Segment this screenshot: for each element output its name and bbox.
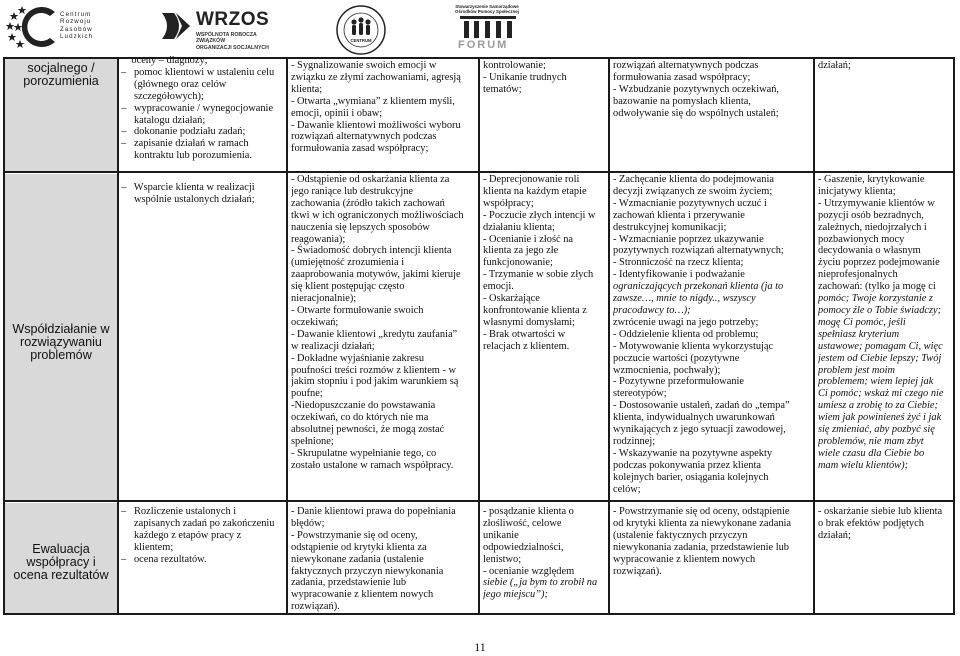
cell-line: współpracy; (483, 197, 534, 209)
cell-line: - Ocenianie i złość na (483, 233, 574, 245)
stage-label (7, 62, 115, 88)
cell-line: - Wzbudzanie pozytywnych oczekiwań, (613, 83, 779, 95)
table-border (953, 57, 955, 615)
cell-line: oczekiwań; (291, 316, 339, 328)
cell-line: – dokonanie podziału zadań; (121, 126, 246, 138)
desc-cell (291, 174, 478, 472)
desc-cell (483, 174, 608, 353)
cell-line: zapisanych zadań po zakończeniu (121, 517, 275, 529)
cell-line: zostało ustalone w ramach współpracy. (291, 459, 454, 471)
header-logos (0, 0, 960, 58)
cell-line: klienta; (291, 83, 323, 95)
cell-line: - Brak otwartości w (483, 328, 566, 340)
cell-line: podczas pokonywania przez klienta (613, 459, 762, 471)
cell-line: - Unikanie trudnych (483, 71, 567, 83)
cell-line: klienta za jego złe (483, 245, 559, 257)
cell-line: - Wskazywanie na pozytywne aspekty (613, 447, 773, 459)
cell-line: rozwiązań alternatywnych podczas (613, 60, 759, 71)
cell-line: katalogu działań; (121, 114, 206, 126)
cell-line: każdego z etapów pracy z (121, 529, 242, 541)
cell-line: własnymi domysłami; (483, 316, 576, 328)
cell-line: klientem; (121, 541, 174, 553)
cell-line: - Motywowanie klienta wykorzystując (613, 340, 774, 352)
cell-line: formułowania zasad współpracy; (613, 71, 751, 83)
cell-line: bazowanie na pomysłach klienta, (613, 95, 751, 107)
cell-line: - Oddzielenie klienta od problemu; (613, 328, 759, 340)
cell-line: - Otwarte formułowanie swoich (291, 304, 424, 316)
cell-line: zwrócenie uwagi na jego potrzeby; (613, 316, 759, 328)
cell-line: działań; (818, 529, 851, 541)
stage-label (7, 323, 115, 362)
stage-line: współpracy i (26, 555, 96, 569)
cell-line: decyzji związanych ze swoim życiem; (613, 185, 773, 197)
cell-line: stereotypów; (613, 388, 667, 400)
cell-line: klienta na każdym etapie (483, 185, 587, 197)
cell-line: - Dostosowanie ustaleń, zadań do „tempa” (613, 400, 790, 412)
cell-line: pozycji osób bezradnych, (818, 209, 924, 221)
cell-line: błędów; (291, 517, 325, 529)
stage-line: ocena rezultatów (13, 568, 109, 582)
cell-line: destrukcyjnej komunikacji; (613, 221, 727, 233)
cell-line: pozbawionych mocy (818, 233, 905, 245)
cell-line: zadania, przedstawienie lub (291, 577, 407, 589)
stage-line: rozwiązywaniu (20, 335, 102, 349)
cell-line: – zapisanie działań w ramach (121, 138, 249, 150)
cell-line: spełniasz kryterium (818, 328, 900, 340)
cell-line: funkcjonowanie; (483, 257, 553, 269)
stage-line: problemów (30, 348, 92, 362)
cell-line: - Wzmacnianie pozytywnych uczuć i (613, 197, 767, 209)
cell-line: się zmieniać, aby pozbyć się (818, 424, 935, 436)
cell-line: zależnych, niedojrzałych i (818, 221, 927, 233)
cell-line: klienta, indywidualnych uwarunkowań (613, 412, 775, 424)
cell-line: (ustalenie faktycznych przyczyn (613, 529, 748, 541)
cell-line: wzmocnienia, pochwały); (613, 364, 721, 376)
cell-line: emocji, opinii i obaw; (291, 107, 383, 119)
cell-line: kolejnych barier, osiągania kolejnych (613, 471, 769, 483)
cell-line: - Świadomość dobrych intencji klienta (291, 245, 452, 257)
cell-line: zachowań: (tylko ja mogę ci (818, 281, 936, 293)
desc-cell (483, 60, 608, 96)
cell-line: unikanie (483, 529, 519, 541)
cell-line: poufne; (291, 388, 323, 400)
wrzos-mark-icon (160, 10, 194, 42)
cell-line: - Trzymanie w sobie złych (483, 269, 594, 281)
column-divider (478, 57, 480, 615)
czrl-word: Centrum (60, 11, 92, 18)
cell-line: nieprofesjonalnych (818, 269, 898, 281)
cell-line: rozwiązań). (291, 601, 340, 613)
column-divider (608, 57, 610, 615)
centrum-label: CENTRUM (350, 38, 372, 43)
cell-line: -Niedopuszczanie do powstawania (291, 400, 436, 412)
cell-line: - posądzanie klienta o (483, 506, 574, 517)
cell-line: niewykonane zadania (ustalenie (291, 553, 424, 565)
czrl-word: Rozwoju (60, 18, 92, 26)
cell-line: problemem; wiem lepiej jak (818, 376, 934, 388)
column-divider (3, 57, 5, 615)
cell-line: oczekiwań, co do których nie ma (291, 412, 429, 424)
cell-line: - Poczucie złych intencji w (483, 209, 596, 221)
cell-line: - Dokładne wyjaśnianie zakresu (291, 352, 425, 364)
cell-line: rodzinnej; (613, 435, 656, 447)
desc-cell (291, 60, 478, 155)
cell-line: pomóc; Twoje korzystanie z (818, 293, 933, 305)
cell-line: – wypracowanie / wynegocjowanie (121, 102, 274, 114)
cell-line: - Deprecjonowanie roli (483, 174, 580, 185)
cell-line: - Stronniczość na rzecz klienta; (613, 257, 744, 269)
cell-line: siebie („ja bym to zrobił na (483, 577, 598, 589)
desc-cell (613, 174, 813, 495)
forum-word: FORUM (458, 39, 509, 51)
czrl-word: Ludzkich (60, 33, 94, 41)
cell-line: emocji. (483, 281, 514, 293)
desc-cell (613, 506, 813, 577)
cell-line: związku ze złymi zachowaniami, agresją (291, 71, 461, 83)
cell-line: wiele czasu dla Ciebie bo (818, 447, 925, 459)
cell-line: w realizacji działań; (291, 340, 375, 352)
cell-line: kontraktu lub porozumienia. (121, 150, 253, 162)
cell-line: poczucie wartości (pozytywne (613, 352, 740, 364)
desc-cell (121, 506, 286, 566)
cell-line: (umiejętność zrozumienia i (291, 257, 405, 269)
cell-line: - Oskarżające (483, 293, 540, 305)
cell-line: zachowań klienta i przerywanie (613, 209, 745, 221)
cell-line: tematów; (483, 83, 522, 95)
strategies-table (3, 57, 955, 615)
cell-line: szczegółowych); (121, 90, 204, 102)
cell-line: złośliwość, celowe (483, 517, 562, 529)
cell-line: mam wielu klientów); (818, 459, 909, 471)
cell-line: rozwiązań alternatywnych podczas (291, 131, 437, 143)
cell-line: relacjach z klientem. (483, 340, 570, 352)
cell-line: – ocena rezultatów. (121, 553, 207, 565)
cell-line: nauczenia się lepszych sposobów (291, 221, 430, 233)
cell-line: od krytyki klienta za niewykonane zadania (613, 517, 792, 529)
cell-line: - Danie klientowi prawa do popełniania (291, 506, 456, 517)
cell-line: wiem jak powinieneś żyć i jak (818, 412, 942, 424)
desc-cell (291, 506, 478, 613)
cell-line: - Powstrzymanie się od oceny, odstąpienie (613, 506, 790, 517)
cell-line: jakim stopniu i pod jakim warunkiem są (291, 376, 459, 388)
desc-cell (818, 174, 952, 472)
centrum-logo (335, 4, 387, 56)
cell-line: kontrolowanie; (483, 60, 546, 71)
column-divider (813, 57, 815, 615)
cell-line: - Utrzymywanie klientów w (818, 197, 935, 209)
centrum-seal-icon (335, 4, 387, 56)
cell-line: (głównego oraz celów (121, 78, 227, 90)
cell-line: – Wsparcie klienta w realizacji (121, 182, 255, 193)
cell-line: odpowiedzialności, (483, 541, 564, 553)
desc-cell (818, 60, 952, 72)
cell-line: reagowania); (291, 233, 346, 245)
stage-line: porozumienia (23, 74, 99, 88)
forum-logo (452, 4, 522, 56)
cell-line: ustawowe; pomagam Ci, więc (818, 340, 943, 352)
cell-line: konfrontowanie klienta z (483, 304, 587, 316)
cell-line: problemów, nie mam zbyt (818, 435, 924, 447)
cell-line: wypracowanie z klientem nowych (613, 553, 756, 565)
cell-line: życiu poprzez podejmowanie (818, 257, 940, 269)
czrl-stars-c-icon (6, 4, 60, 50)
cell-line: - Pozytywne przeformułowanie (613, 376, 744, 388)
cell-line: lenistwo; (483, 553, 522, 565)
cell-line: - Gaszenie, krytykowanie (818, 174, 925, 185)
cell-line: formułowania zasad współpracy; (291, 143, 429, 155)
stage-line: Ewaluacja (32, 543, 90, 556)
cell-line: - Dawanie klientowi „kredytu zaufania” (291, 328, 458, 340)
cell-line: jego miejscu”); (483, 589, 548, 601)
czrl-logo (6, 4, 116, 50)
forum-caption: Stowarzyszenie Samorządowe (455, 4, 519, 9)
cell-line: – Rozliczenie ustalonych i (121, 506, 237, 517)
desc-cell (613, 60, 813, 120)
cell-line: - Skrupulatne wypełnianie tego, co (291, 447, 437, 459)
desc-cell (483, 506, 608, 601)
cell-line: - Wzmacnianie poprzez ukazywanie (613, 233, 764, 245)
cell-line: oceny – diagnozy; (121, 55, 208, 66)
cell-line: - Odstąpienie od oskarżania klienta za (291, 174, 450, 185)
cell-line: zaaprobowania motywów, jakimi kieruje (291, 269, 461, 281)
cell-line: zawsze…, mnie to nigdy.., wszyscy (613, 293, 756, 305)
stage-label (7, 543, 115, 582)
cell-line: pomocy źle o Tobie świadczy; (818, 304, 942, 316)
cell-line: odwoływanie się do wspólnych ustaleń; (613, 107, 779, 119)
wrzos-title: WRZOS (196, 9, 270, 30)
czrl-word: Zasobów (60, 25, 93, 33)
cell-line: zachowania (źródło takich zachowań (291, 197, 445, 209)
cell-line: Ci pomóc; wskaż mi czego nie (818, 388, 944, 400)
cell-line: - Sygnalizowanie swoich emocji w (291, 60, 437, 71)
cell-line: pracodawcy to…); (613, 304, 691, 316)
cell-line: - Otwarta „wymiana” z klientem myśli, (291, 95, 455, 107)
cell-line: tkwi w ich ograniczonych możliwościach (291, 209, 464, 221)
column-divider (117, 57, 119, 615)
cell-line: niewykonania zadania, przedstawienie lub (613, 541, 789, 553)
cell-line: - ocenianie względem (483, 565, 575, 577)
cell-line: - Powstrzymanie się od oceny, (291, 529, 418, 541)
cell-line: – pomoc klientowi w ustaleniu celu (121, 66, 275, 78)
cell-line: mogę Ci pomóc, jeśli (818, 316, 906, 328)
cell-line: działaniu klienta; (483, 221, 555, 233)
cell-line: absolutnej pewności, że mogą zostać (291, 424, 445, 436)
cell-line: się klient postępując często (291, 281, 405, 293)
cell-line: wypracowanie z klientem nowych (291, 589, 434, 601)
cell-line: wspólnie ustalonych działań; (121, 193, 255, 205)
cell-line: o brak efektów podjętych (818, 517, 924, 529)
page-number: 11 (474, 640, 486, 654)
cell-line: - Dawanie klientowi możliwości wyboru (291, 119, 461, 131)
cell-line: pozytywnych rozwiązań alternatywnych; (613, 245, 784, 257)
forum-columns-icon (460, 16, 516, 40)
forum-caption: Ośrodków Pomocy Społecznej (455, 9, 519, 15)
cell-line: problem jest moim (818, 364, 895, 376)
cell-line: jestem od Ciebie lepszy; Twój (818, 352, 942, 364)
cell-line: celów; (613, 483, 641, 495)
cell-line: nieracjonalnie); (291, 293, 357, 305)
wrzos-logo (160, 4, 285, 50)
cell-line: rozwiązań). (613, 565, 662, 577)
cell-line: jego raniące lub destrukcyjne (291, 185, 414, 197)
cell-line: inicjatywy klienta; (818, 185, 896, 197)
cell-line: spełnione; (291, 435, 334, 447)
desc-cell (121, 55, 286, 162)
cell-line: działań; (818, 60, 851, 71)
wrzos-subtitle: WSPÓLNOTA ROBOCZA ZWIĄZKÓW (196, 32, 257, 45)
cell-line: - Zachęcanie klienta do podejmowania (613, 174, 774, 185)
cell-line: wynikających z jego sytuacji zawodowej, (613, 424, 786, 436)
cell-line: - Identyfikowanie i podważanie (613, 269, 745, 281)
column-divider (286, 57, 288, 615)
cell-line: - oskarżanie siebie lub klienta (818, 506, 943, 517)
cell-line: ograniczających przekonań klienta (ja to (613, 281, 784, 293)
desc-cell (818, 506, 952, 542)
cell-line: poufności treści rozmów z klientem - w (291, 364, 457, 376)
cell-line: odstąpienie od krytyki klienta za (291, 541, 427, 553)
desc-cell (121, 182, 286, 206)
wrzos-subtitle: ORGANIZACJI SOCJALNYCH (196, 44, 269, 51)
cell-line: faktycznych przyczyn niewykonania (291, 565, 444, 577)
cell-line: umiesz a zrobię to za Ciebie; (818, 400, 938, 412)
stage-line: Współdziałanie w (12, 323, 110, 336)
stage-line: socjalnego / (27, 62, 95, 75)
cell-line: decydowania o własnym (818, 245, 921, 257)
